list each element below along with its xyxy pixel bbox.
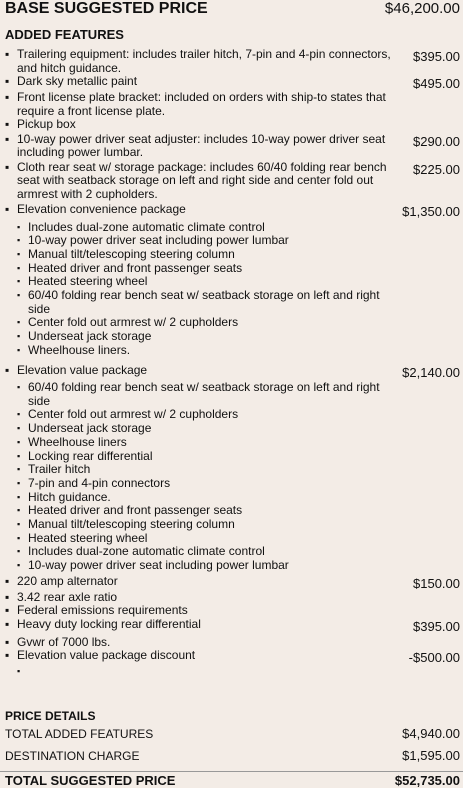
package-item — [17, 436, 394, 450]
package-item — [17, 559, 394, 573]
package-item — [17, 491, 394, 505]
package-item-text: Center fold out armrest w/ 2 cupholders — [28, 407, 239, 422]
bullet-icon: ▪ — [17, 409, 21, 420]
bullet-icon: ▪ — [17, 546, 21, 557]
feature-text: Gvwr of 7000 lbs. — [17, 634, 111, 649]
package-item — [17, 344, 394, 358]
feature-price: $1,350.00 — [402, 204, 460, 219]
package-item — [17, 289, 394, 316]
price-detail-value: $1,595.00 — [402, 747, 460, 763]
package-item — [17, 463, 394, 477]
package-item — [17, 330, 394, 344]
feature-price: $290.00 — [413, 133, 460, 149]
bullet-icon: ▪ — [17, 248, 21, 259]
package-item — [17, 381, 394, 408]
bullet-icon: ▪ — [17, 491, 21, 502]
bullet-icon: ▪ — [17, 331, 21, 342]
feature-item — [5, 48, 463, 75]
package-item-text: Underseat jack storage — [28, 421, 152, 436]
bullet-icon: ▪ — [17, 290, 21, 301]
package-item — [17, 234, 394, 248]
package-item-text: Manual tilt/telescoping steering column — [28, 517, 235, 532]
feature-price — [394, 636, 463, 638]
price-detail-label: DESTINATION CHARGE — [5, 748, 140, 763]
feature-text: Federal emissions requirements — [17, 603, 188, 618]
added-features-title: ADDED FEATURES — [5, 27, 124, 42]
total-label: TOTAL SUGGESTED PRICE — [5, 772, 176, 788]
bullet-icon: ▪ — [5, 634, 10, 649]
feature-price: -$500.00 — [408, 650, 460, 666]
base-price-label: BASE SUGGESTED PRICE — [5, 0, 208, 17]
package-item-text: Heated driver and front passenger seats — [28, 260, 243, 275]
package-item-text: 7-pin and 4-pin connectors — [28, 475, 171, 490]
feature-price — [394, 91, 463, 93]
price-detail-label: TOTAL ADDED FEATURES — [5, 726, 154, 741]
feature-list — [0, 48, 463, 681]
bullet-icon: ▪ — [17, 317, 21, 328]
base-price-value: $46,200.00 — [384, 0, 460, 17]
package-item-text: Includes dual-zone automatic climate control — [28, 544, 265, 559]
bullet-icon: ▪ — [17, 235, 21, 246]
feature-text: Dark sky metallic paint — [17, 74, 138, 88]
feature-price: $150.00 — [413, 575, 460, 591]
bullet-icon: ▪ — [17, 532, 21, 543]
feature-item — [5, 75, 463, 91]
feature-item — [5, 575, 463, 591]
feature-text: 10-way power driver seat adjuster: includes 10-way power driver seat including power lumbar. — [17, 131, 386, 159]
base-price-row — [0, 0, 463, 20]
bullet-icon: ▪ — [5, 47, 10, 61]
feature-item — [5, 649, 463, 680]
bullet-icon: ▪ — [5, 589, 10, 604]
package-item — [17, 545, 394, 559]
feature-text: Elevation value package — [17, 362, 148, 377]
package-contents — [5, 221, 394, 358]
bullet-icon: ▪ — [5, 603, 10, 618]
package-item-text: Includes dual-zone automatic climate control — [28, 219, 265, 234]
package-item-text: Trailer hitch — [28, 462, 91, 477]
bullet-icon: ▪ — [5, 616, 10, 631]
feature-price — [394, 604, 463, 606]
package-item — [17, 477, 394, 491]
bullet-icon: ▪ — [17, 519, 21, 530]
feature-text: Elevation value package discount — [17, 648, 196, 663]
package-item — [17, 316, 394, 330]
feature-text: Pickup box — [17, 117, 76, 131]
package-item — [17, 262, 394, 276]
bullet-icon: ▪ — [5, 202, 10, 216]
price-detail-row — [0, 727, 463, 741]
bullet-icon: ▪ — [5, 648, 10, 663]
price-detail-value: $4,940.00 — [402, 725, 460, 741]
bullet-icon: ▪ — [17, 450, 21, 461]
package-item-text: Hitch guidance. — [28, 489, 111, 504]
feature-price: $2,140.00 — [402, 364, 460, 380]
bullet-icon: ▪ — [17, 464, 21, 475]
feature-item — [5, 133, 463, 160]
feature-price: $395.00 — [413, 618, 460, 634]
bullet-icon: ▪ — [17, 505, 21, 516]
package-item — [17, 450, 394, 464]
bullet-icon: ▪ — [5, 159, 10, 174]
feature-item — [5, 604, 463, 618]
bullet-icon: ▪ — [5, 117, 10, 131]
feature-item — [5, 118, 463, 132]
feature-price: $495.00 — [413, 76, 460, 91]
price-details-title: PRICE DETAILS — [5, 708, 96, 723]
package-item-text: Manual tilt/telescoping steering column — [28, 246, 235, 261]
bullet-icon: ▪ — [17, 423, 21, 434]
feature-item — [5, 203, 463, 360]
price-details — [0, 727, 463, 788]
total-suggested-price-row — [0, 771, 463, 788]
package-item-text: Heated driver and front passenger seats — [28, 503, 243, 518]
package-item-text: Underseat jack storage — [28, 329, 152, 344]
package-item-text: 10-way power driver seat including power lumbar — [28, 233, 289, 248]
package-item-text: Heated steering wheel — [28, 530, 148, 545]
package-item-text: Center fold out armrest w/ 2 cupholders — [28, 315, 239, 330]
feature-text: 3.42 rear axle ratio — [17, 589, 118, 604]
package-item-text: 60/40 folding rear bench seat w/ seatback storage on left and right side — [28, 380, 380, 408]
feature-price: $395.00 — [413, 49, 460, 64]
package-item-text: Wheelhouse liners — [28, 434, 127, 449]
feature-item — [5, 591, 463, 605]
package-item — [17, 221, 394, 235]
feature-price — [394, 118, 463, 120]
feature-item — [5, 636, 463, 650]
bullet-icon: ▪ — [5, 131, 10, 146]
feature-text: Front license plate bracket: included on orders with ship-to states that require a front license plate. — [17, 90, 386, 118]
bullet-icon: ▪ — [17, 382, 21, 393]
package-item — [17, 275, 394, 289]
bullet-icon: ▪ — [17, 665, 21, 676]
feature-text: Heavy duty locking rear differential — [17, 616, 201, 631]
package-item — [17, 422, 394, 436]
feature-price: $225.00 — [413, 161, 460, 177]
bullet-icon: ▪ — [17, 344, 21, 355]
package-item — [17, 408, 394, 422]
feature-item — [5, 161, 463, 202]
bullet-icon: ▪ — [17, 436, 21, 447]
package-item — [17, 532, 394, 546]
price-detail-row — [0, 749, 463, 763]
feature-item — [5, 618, 463, 634]
feature-text: Trailering equipment: includes trailer hitch, 7-pin and 4-pin connectors, and hitch guidance. — [17, 47, 391, 75]
bullet-icon: ▪ — [17, 262, 21, 273]
feature-text: Cloth rear seat w/ storage package: includes 60/40 folding rear bench seat with seatback storage on left and right side and center fold out armrest with 2 cupholders. — [17, 159, 387, 201]
feature-item — [5, 364, 463, 575]
package-contents — [5, 665, 394, 679]
bullet-icon: ▪ — [17, 560, 21, 571]
package-contents — [5, 381, 394, 573]
feature-text: 220 amp alternator — [17, 573, 118, 588]
bullet-icon: ▪ — [17, 276, 21, 287]
package-item-text: Wheelhouse liners. — [28, 342, 131, 357]
package-item-text: 10-way power driver seat including power lumbar — [28, 558, 289, 573]
package-item-text: Heated steering wheel — [28, 274, 148, 289]
bullet-icon: ▪ — [17, 477, 21, 488]
total-value: $52,735.00 — [394, 772, 460, 788]
bullet-icon: ▪ — [17, 221, 21, 232]
bullet-icon: ▪ — [5, 573, 10, 588]
package-item-text: Locking rear differential — [28, 448, 153, 463]
package-item — [17, 504, 394, 518]
feature-item — [5, 91, 463, 118]
package-item — [17, 518, 394, 532]
bullet-icon: ▪ — [5, 90, 10, 104]
bullet-icon: ▪ — [5, 74, 10, 88]
package-item — [17, 248, 394, 262]
feature-text: Elevation convenience package — [17, 202, 186, 216]
feature-price — [394, 591, 463, 593]
package-item-text: 60/40 folding rear bench seat w/ seatback storage on left and right side — [28, 288, 380, 316]
bullet-icon: ▪ — [5, 362, 10, 377]
